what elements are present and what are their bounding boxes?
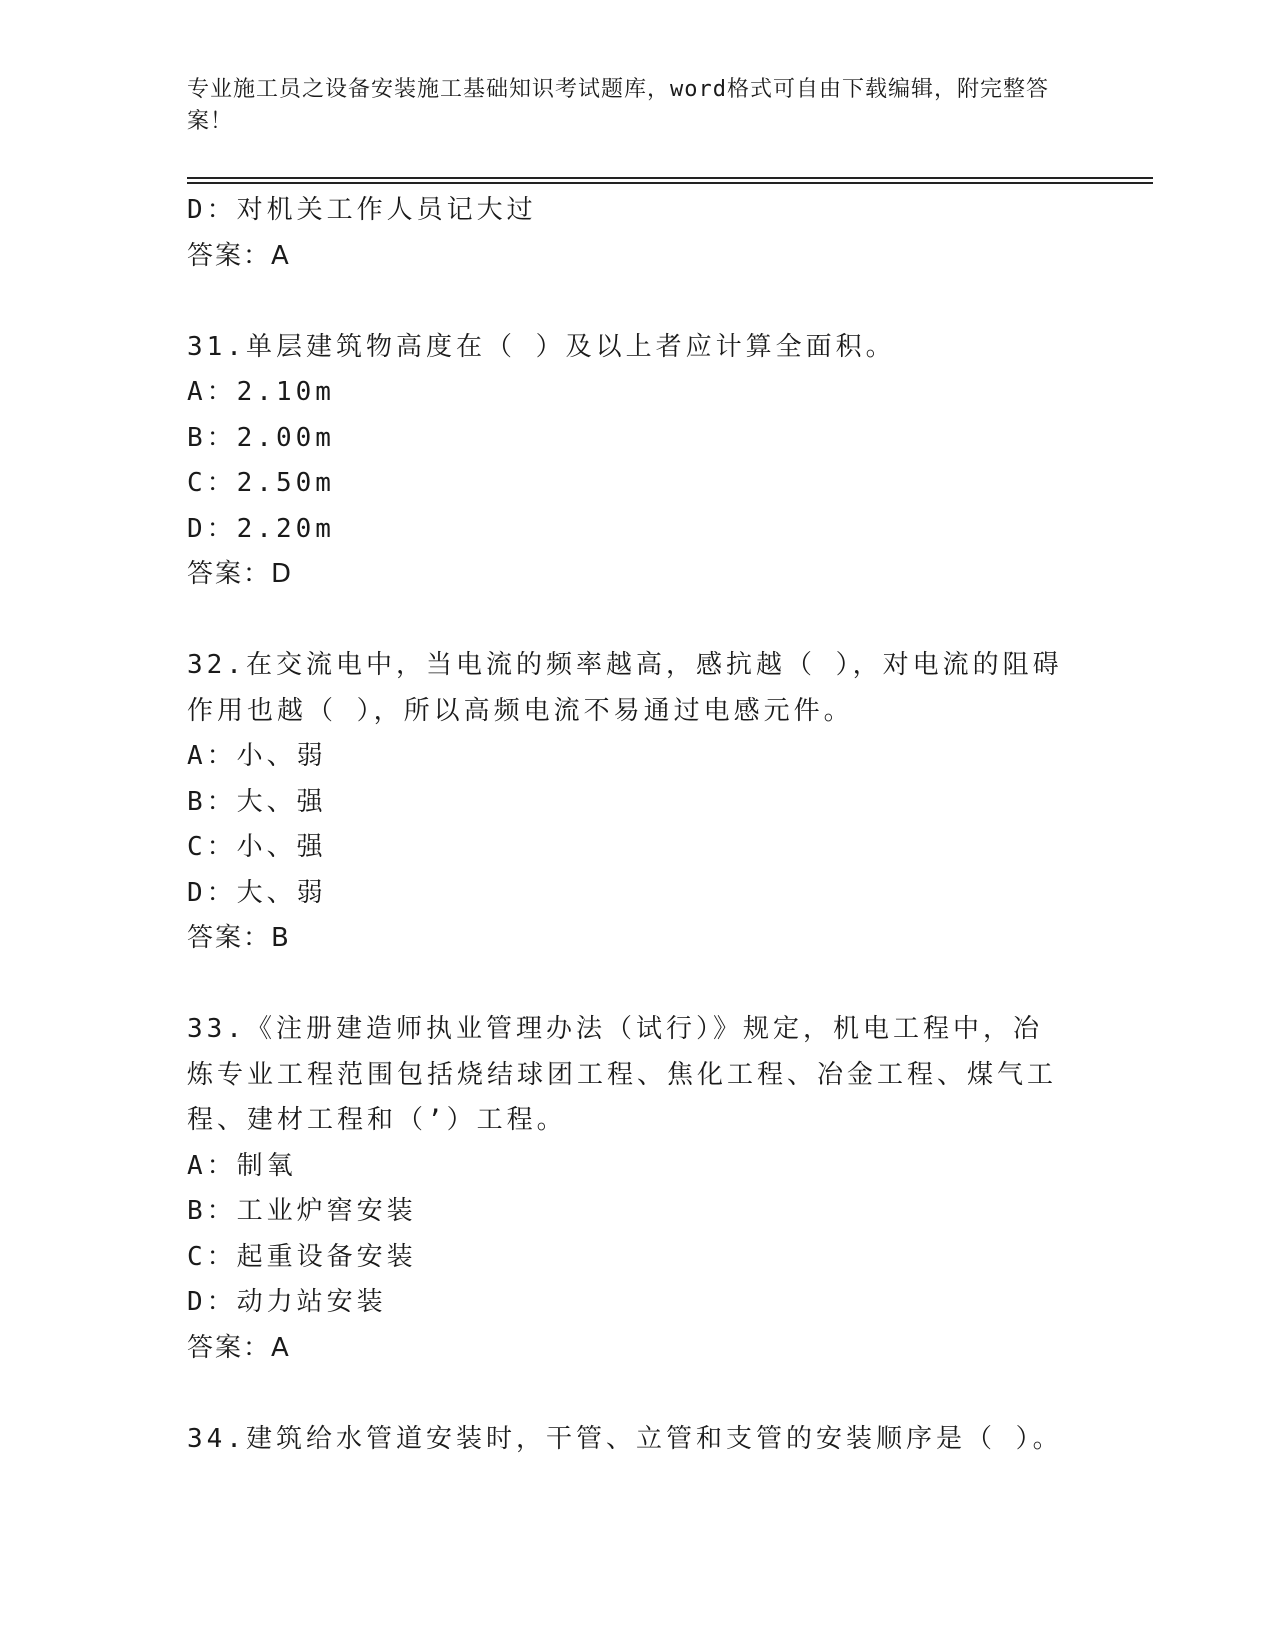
option-a: A：2.10m xyxy=(187,377,335,407)
answer-line: 答案：B xyxy=(187,923,291,953)
header-divider-top xyxy=(187,177,1153,179)
header-divider-bottom xyxy=(187,182,1153,184)
spacer xyxy=(187,279,1077,325)
question-33 xyxy=(187,1007,1077,1371)
option-d: D：2.20m xyxy=(187,513,335,544)
question-stem: 32.在交流电中，当电流的频率越高，感抗越（ ），对电流的阻碍作用也越（ ），所以高频电流不易通过电感元件。 xyxy=(187,650,1063,726)
option-c: C：2.50m xyxy=(187,468,335,498)
spacer xyxy=(187,598,1077,644)
question-stem: 33.《注册建造师执业管理办法（试行）》规定，机电工程中，冶炼专业工程范围包括烧结球团工程、焦化工程、冶金工程、煤气工程、建材工程和（’）工程。 xyxy=(187,1014,1058,1135)
document-header xyxy=(187,74,1067,138)
option-d: D：大、弱 xyxy=(187,877,327,908)
question-stem: 34.建筑给水管道安装时，干管、立管和支管的安装顺序是（ ）。 xyxy=(187,1423,1063,1454)
question-stem: 31.单层建筑物高度在（ ）及以上者应计算全面积。 xyxy=(187,331,896,362)
option-c: C：小、强 xyxy=(187,832,327,862)
option-d: D：动力站安装 xyxy=(187,1287,387,1317)
option-b: B：工业炉窖安装 xyxy=(187,1196,417,1226)
spacer xyxy=(187,962,1077,1008)
question-31 xyxy=(187,325,1077,598)
option-a: A：小、弱 xyxy=(187,741,327,771)
document-body xyxy=(187,188,1077,1462)
option-a: A：制氧 xyxy=(187,1150,297,1181)
answer-line: 答案：A xyxy=(187,1332,291,1363)
header-text: 专业施工员之设备安装施工基础知识考试题库，word格式可自由下载编辑，附完整答案！ xyxy=(187,77,1049,134)
option-d: D：对机关工作人员记大过 xyxy=(187,195,537,225)
spacer xyxy=(187,1371,1077,1417)
option-b: B：大、强 xyxy=(187,786,327,817)
question-32 xyxy=(187,643,1077,962)
option-c: C：起重设备安装 xyxy=(187,1241,417,1272)
answer-line: 答案：A xyxy=(187,240,291,271)
answer-line: 答案：D xyxy=(187,559,294,589)
question-34 xyxy=(187,1417,1077,1463)
option-b: B：2.00m xyxy=(187,422,335,453)
